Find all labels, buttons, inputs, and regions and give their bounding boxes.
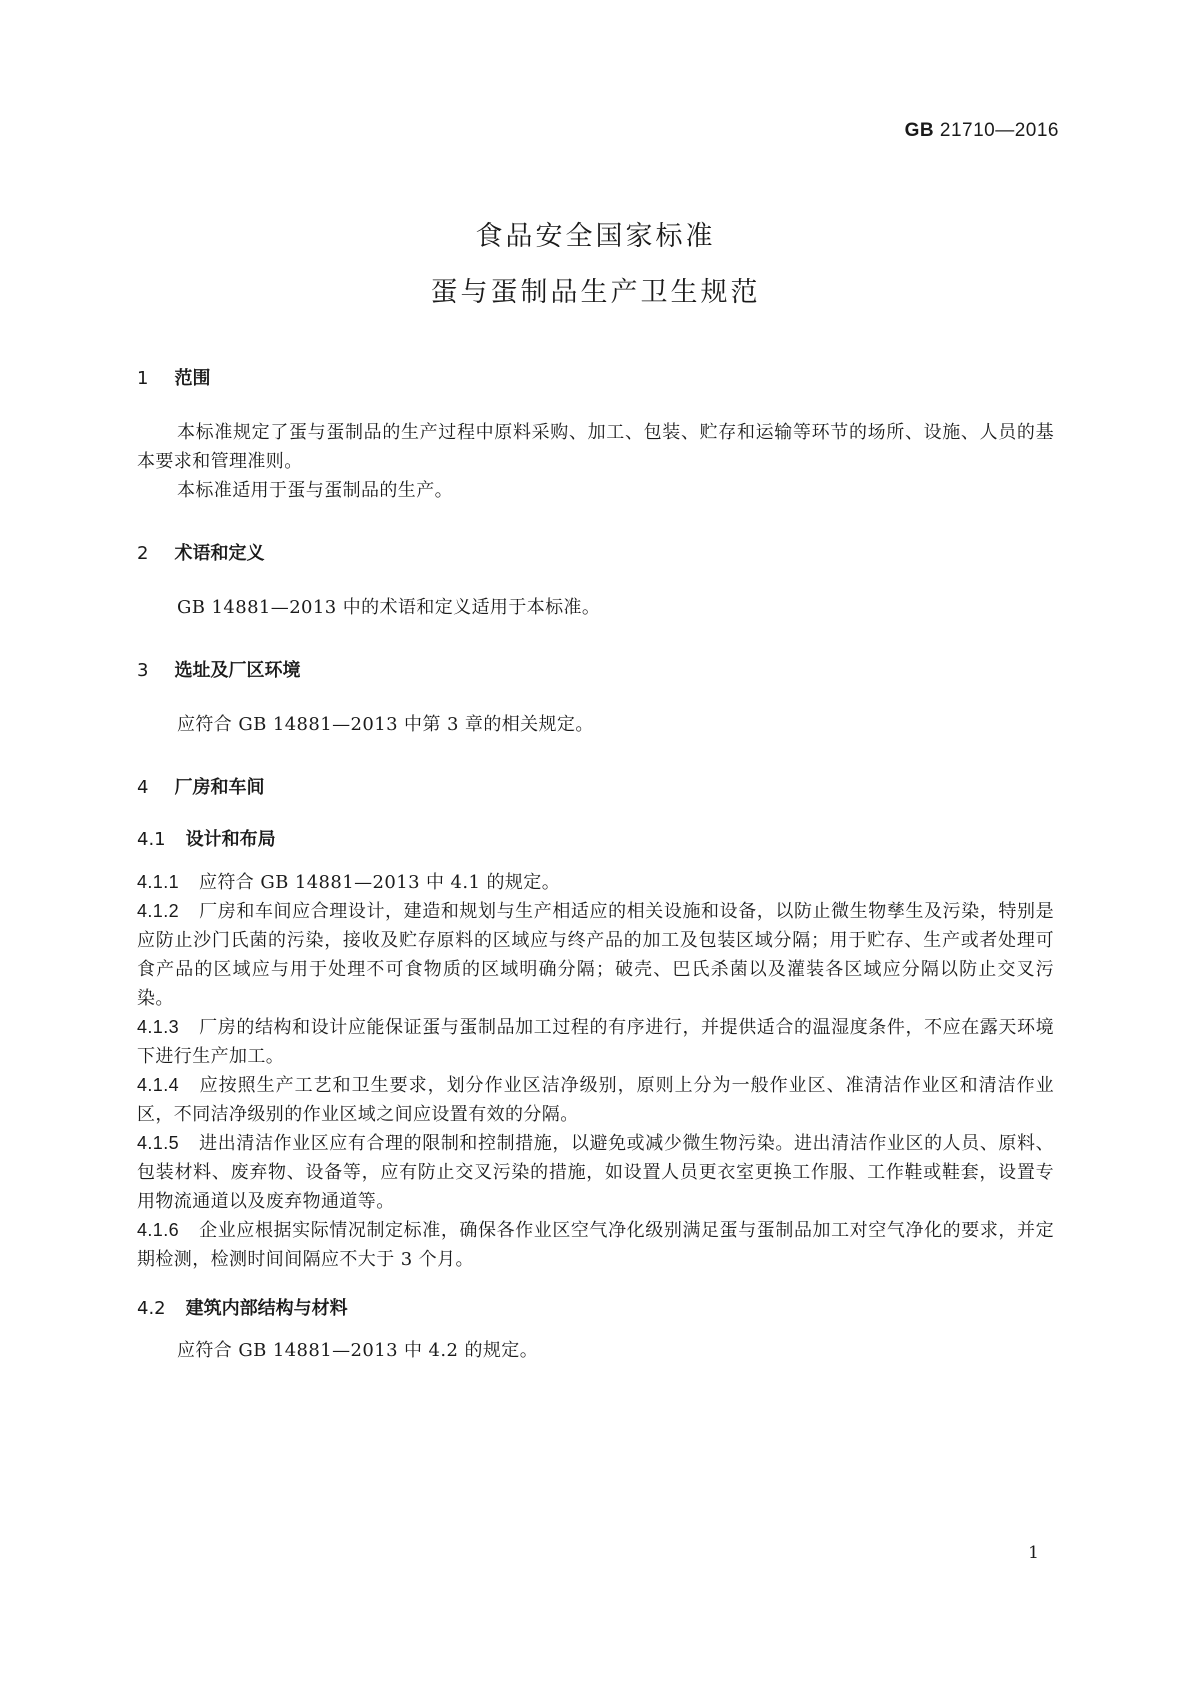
section-title: 建筑内部结构与材料	[185, 1298, 348, 1319]
section-heading-3	[137, 656, 300, 682]
section-number: 1	[137, 368, 149, 389]
section-title: 设计和布局	[185, 829, 276, 850]
section-heading-2	[137, 539, 264, 565]
section-1-paragraph-1: 本标准规定了蛋与蛋制品的生产过程中原料采购、加工、包装、贮存和运输等环节的场所、设施、人员的基本要求和管理准则。	[137, 422, 1054, 472]
section-title: 范围	[174, 368, 211, 389]
section-title: 术语和定义	[174, 543, 265, 564]
section-number: 3	[137, 660, 149, 681]
standard-number	[905, 120, 1059, 142]
section-title: 厂房和车间	[174, 777, 265, 798]
section-4-2-paragraph-1: 应符合 GB 14881—2013 中 4.2 的规定。	[177, 1340, 539, 1361]
clause-4-1-6	[137, 1216, 1054, 1274]
clause-text: 企业应根据实际情况制定标准，确保各作业区空气净化级别满足蛋与蛋制品加工对空气净化的要求，并定期检测，检测时间间隔应不大于 3 个月。	[137, 1220, 1054, 1270]
section-heading-4	[137, 773, 264, 799]
section-number: 4.2	[137, 1298, 166, 1319]
section-title: 选址及厂区环境	[174, 660, 301, 681]
clause-text: 应按照生产工艺和卫生要求，划分作业区洁净级别，原则上分为一般作业区、准清洁作业区和清洁作业区，不同洁净级别的作业区域之间应设置有效的分隔。	[137, 1075, 1054, 1125]
clause-4-1-1	[137, 868, 1054, 897]
section-number: 4.1	[137, 829, 166, 850]
section-heading-1	[137, 364, 210, 390]
section-number: 4	[137, 777, 149, 798]
clause-number: 4.1.3	[137, 1017, 180, 1037]
standard-prefix: GB	[904, 120, 935, 141]
clause-4-1-5	[137, 1129, 1054, 1216]
clause-number: 4.1.5	[137, 1133, 180, 1153]
clause-text: 厂房的结构和设计应能保证蛋与蛋制品加工过程的有序进行，并提供适合的温湿度条件，不应在露天环境下进行生产加工。	[137, 1017, 1054, 1067]
clause-number: 4.1.1	[137, 872, 180, 892]
clause-number: 4.1.4	[137, 1075, 180, 1095]
clause-4-1-2	[137, 897, 1054, 1013]
section-3-paragraph-1: 应符合 GB 14881—2013 中第 3 章的相关规定。	[177, 714, 594, 735]
section-number: 2	[137, 543, 149, 564]
standard-code: 21710—2016	[939, 120, 1059, 141]
clause-4-1-3	[137, 1013, 1054, 1071]
document-title-line2: 蛋与蛋制品生产卫生规范	[430, 277, 761, 308]
clause-4-1-4	[137, 1071, 1054, 1129]
clause-text: 进出清洁作业区应有合理的限制和控制措施，以避免或减少微生物污染。进出清洁作业区的人员、原料、包装材料、废弃物、设备等，应有防止交叉污染的措施，如设置人员更衣室更换工作服、工作鞋或鞋套，设置专用物流通道以及废弃物通道等。	[137, 1133, 1054, 1212]
section-1-paragraph-2: 本标准适用于蛋与蛋制品的生产。	[177, 480, 453, 501]
page-number: 1	[1028, 1543, 1039, 1563]
section-heading-4-2	[137, 1294, 348, 1320]
clause-number: 4.1.6	[137, 1220, 180, 1240]
clause-number: 4.1.2	[137, 901, 180, 921]
section-2-paragraph-1: GB 14881—2013 中的术语和定义适用于本标准。	[177, 597, 601, 618]
section-heading-4-1	[137, 825, 276, 851]
clause-text: 应符合 GB 14881—2013 中 4.1 的规定。	[199, 872, 561, 893]
document-title-line1: 食品安全国家标准	[475, 221, 716, 252]
clause-text: 厂房和车间应合理设计，建造和规划与生产相适应的相关设施和设备，以防止微生物孳生及污染，特别是应防止沙门氏菌的污染，接收及贮存原料的区域应与终产品的加工及包装区域分隔；用于贮存、生产或者处理可食产品的区域应与用于处理不可食物质的区域明确分隔；破壳、巴氏杀菌以及灌装各区域应分隔以防止交叉污染。	[137, 901, 1054, 1009]
